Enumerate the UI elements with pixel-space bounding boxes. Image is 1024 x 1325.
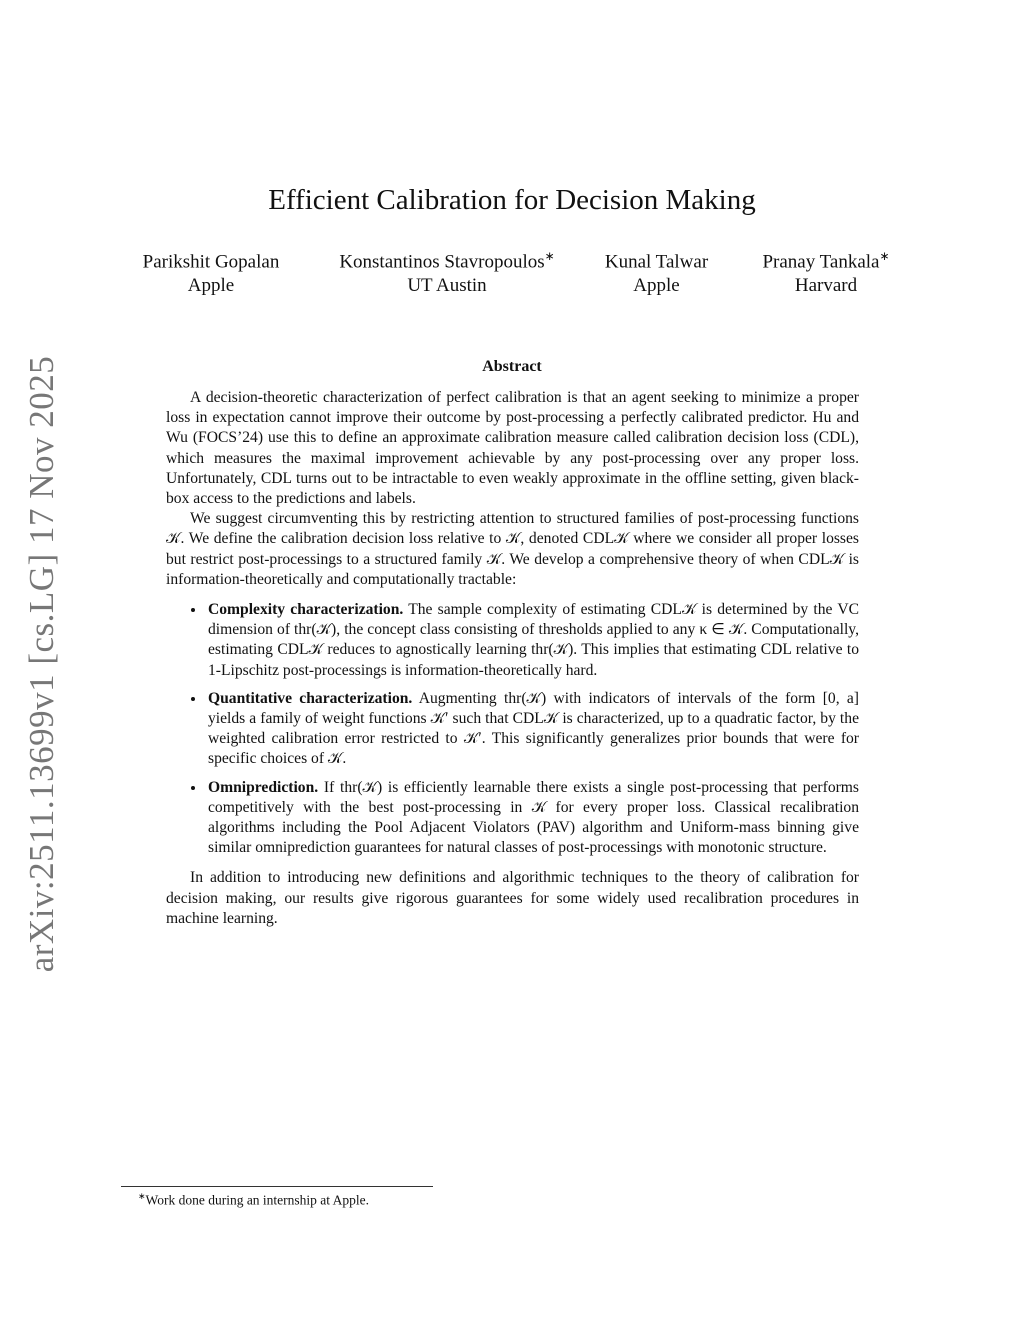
list-item — [206, 600, 859, 681]
footnote-mark: ∗ — [138, 1191, 146, 1201]
author-name: Pranay Tankala — [762, 251, 880, 273]
author-name: Konstantinos Stavropoulos — [339, 251, 545, 273]
list-item — [206, 778, 859, 859]
abstract-body — [166, 388, 859, 929]
author-name: Parikshit Gopalan — [142, 251, 280, 273]
author-name: Kunal Talwar — [604, 251, 709, 273]
author-block — [131, 244, 291, 298]
author-block — [594, 244, 719, 298]
list-item-label: Complexity characterization. — [208, 601, 404, 619]
author-affiliation: Apple — [633, 275, 680, 297]
author-block — [752, 244, 900, 298]
abstract-paragraph: In addition to introducing new definitions and algorithmic techniques to the theory of calibration for decision making, our results give rigorous guarantees for some widely used recalibration procedures in machine learning. — [166, 869, 859, 927]
author-block — [327, 244, 567, 298]
arxiv-identifier: arXiv:2511.13699v1 [cs.LG] 17 Nov 2025 — [22, 355, 61, 973]
abstract-heading: Abstract — [482, 358, 542, 375]
author-affiliation: UT Austin — [407, 275, 487, 297]
abstract-paragraph: We suggest circumventing this by restricting attention to structured families of post-processing functions 𝒦. We define the calibration decision loss relative to 𝒦, denoted CDL𝒦 where we consider all proper losses but restrict post-processings to a structured family 𝒦. We develop a comprehensive theory of when CDL𝒦 is information-theoretically and computationally tractable: — [166, 510, 859, 588]
footnote-divider — [121, 1186, 433, 1187]
author-affiliation: Harvard — [794, 275, 858, 297]
paper-title: Efficient Calibration for Decision Making — [268, 184, 756, 216]
author-mark: ∗ — [544, 249, 555, 263]
list-item — [206, 689, 859, 770]
list-item-text: Augmenting thr(𝒦) with indicators of intervals of the form [0, a] yields a family of weight functions 𝒦′ such that CDL𝒦 is characterized, up to a quadratic factor, by the weighted calibration error restricted to 𝒦′. This significantly generalizes prior bounds that were for specific choices of 𝒦. — [208, 689, 859, 768]
list-item-text: If thr(𝒦) is efficiently learnable there exists a single post-processing that performs competitively with the best post-processing in 𝒦 for every proper loss. Classical recalibration algorithms including the Pool Adjacent Violators (PAV) algorithm and Uniform-mass binning give similar omniprediction guarantees for natural classes of post-processings with monotonic structure. — [208, 778, 860, 857]
list-item-label: Quantitative characterization. — [208, 689, 413, 707]
author-affiliation: Apple — [187, 275, 235, 297]
list-item-label: Omniprediction. — [208, 778, 319, 796]
abstract-paragraph: A decision-theoretic characterization of perfect calibration is that an agent seeking to minimize a proper loss in expectation cannot improve their outcome by post-processing a perfectly calibrated predictor. Hu and Wu (FOCS’24) use this to define an approximate calibration measure called calibration decision loss (CDL), which measures the maximal improvement achievable by any post-processing over any proper loss. Unfortunately, CDL turns out to be intractable to even weakly approximate in the offline setting, given black-box access to the predictions and labels. — [166, 389, 859, 508]
contribution-list — [166, 600, 859, 858]
footnote — [138, 1191, 369, 1209]
author-mark: ∗ — [879, 249, 890, 263]
footnote-text: Work done during an internship at Apple. — [145, 1192, 370, 1208]
list-item-text: The sample complexity of estimating CDL𝒦 is determined by the VC dimension of thr(𝒦), the concept class consisting of thresholds applied to any κ ∈ 𝒦. Computationally, estimating CDL𝒦 reduces to agnostically learning thr(𝒦). This implies that estimating CDL relative to 1-Lipschitz post-processings is information-theoretically hard. — [208, 601, 859, 679]
